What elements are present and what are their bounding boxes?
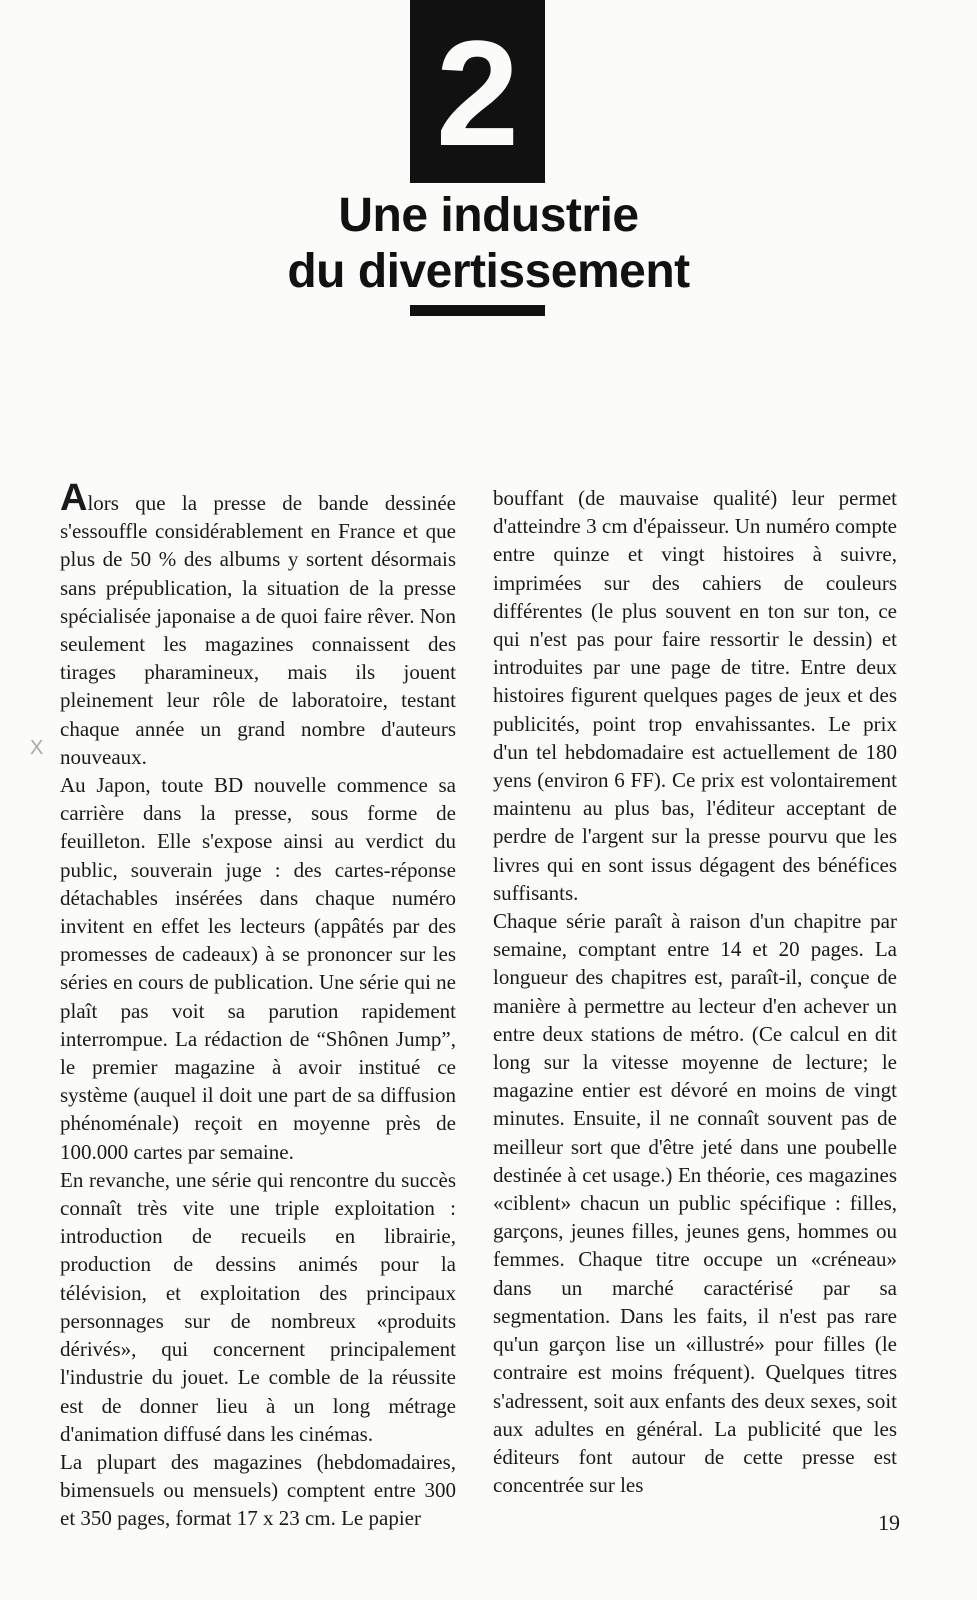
- chapter-title: [200, 188, 777, 300]
- paragraph: Au Japon, toute BD nouvelle commence sa carrière dans la presse, sous forme de feuilleton. Elle s'expose ainsi au verdict du public, souverain juge : des cartes-réponse détachables insérées dans chaque numéro invitent en effet les lecteurs (appâtés par des promesses de cadeaux) à se prononcer sur les séries en cours de publication. Une série qui ne plaît pas voit sa parution rapidement interrompue. La rédaction de “Shônen Jump”, le premier magazine à avoir institué ce système (auquel il doit une part de sa diffusion phénoménale) reçoit en moyenne près de 100.000 cartes par semaine.: [60, 773, 456, 1164]
- chapter-number: 2: [435, 9, 520, 177]
- paragraph: Chaque série paraît à raison d'un chapitre par semaine, comptant entre 14 et 20 pages. La longueur des chapitres est, paraît-il, conçue de manière à permettre au lecteur d'en achever un entre deux stations de métro. (Ce calcul en dit long sur la vitesse moyenne de lecture; le magazine entier est dévoré en moins de vingt minutes. Ensuite, il ne connaît souvent pas de meilleur sort que d'être jeté dans une poubelle destinée à cet usage.) En théorie, ces magazines «ciblent» chacun un public spécifique : filles, garçons, jeunes filles, jeunes gens, hommes ou femmes. Chaque titre occupe un «créneau» dans un marché caractérisé par sa segmentation. Dans les faits, il n'est pas rare qu'un garçon lise un «illustré» pour filles (le contraire est moins fréquent). Quelques titres s'adressent, soit aux enfants des deux sexes, soit aux adultes en général. La publicité que les éditeurs font autour de cette presse est concentrée sur les: [493, 909, 897, 1498]
- paragraph: La plupart des magazines (hebdomadaires, bimensuels ou mensuels) comptent entre 300 et 350 pages, format 17 x 23 cm. Le papier: [60, 1449, 456, 1531]
- chapter-title-line-2: du divertissement: [287, 245, 690, 298]
- title-underline-rule: [410, 305, 545, 316]
- chapter-title-line-1: Une industrie: [338, 189, 639, 242]
- drop-cap: A: [60, 477, 88, 519]
- paragraph: [60, 477, 456, 771]
- left-text-column: [60, 477, 456, 1533]
- paragraph: bouffant (de mauvaise qualité) leur permet d'atteindre 3 cm d'épaisseur. Un numéro compte entre quinze et vingt histoires à suivre, imprimées sur des cahiers de couleurs différentes (le plus souvent en ton sur ton, ce qui n'est pas pour faire ressortir le dessin) et introduites par une page de titre. Entre deux histoires figurent quelques pages de jeux et des publicités, point trop envahissantes. Le prix d'un tel hebdomadaire est actuellement de 180 yens (environ 6 FF). Ce prix est volontairement maintenu au plus bas, l'éditeur acceptant de perdre de l'argent sur la presse pourvu que les livres qui en sont issus dégagent des bénéfices suffisants.: [493, 486, 897, 905]
- right-text-column: [493, 484, 897, 1499]
- margin-annotation-mark: X: [30, 737, 44, 759]
- paragraph-text: lors que la presse de bande dessinée s'essouffle considérablement en France et que plus de 50 % des albums y sortent désormais sans prépublication, la situation de la presse spécialisée japonaise a de quoi faire rêver. Non seulement les magazines connaissent des tirages pharamineux, mais ils jouent pleinement leur rôle de laboratoire, testant chaque année un grand nombre d'auteurs nouveaux.: [60, 491, 456, 769]
- paragraph: En revanche, une série qui rencontre du succès connaît très vite une triple exploitation : introduction de recueils en librairie, production de dessins animés pour la télévision, et exploitation des principaux personnages sur de nombreux «produits dérivés», qui concernent principalement l'industrie du jouet. Le comble de la réussite est de donner lieu à un long métrage d'animation diffusé dans les cinémas.: [60, 1167, 456, 1446]
- page-number: 19: [878, 1510, 900, 1535]
